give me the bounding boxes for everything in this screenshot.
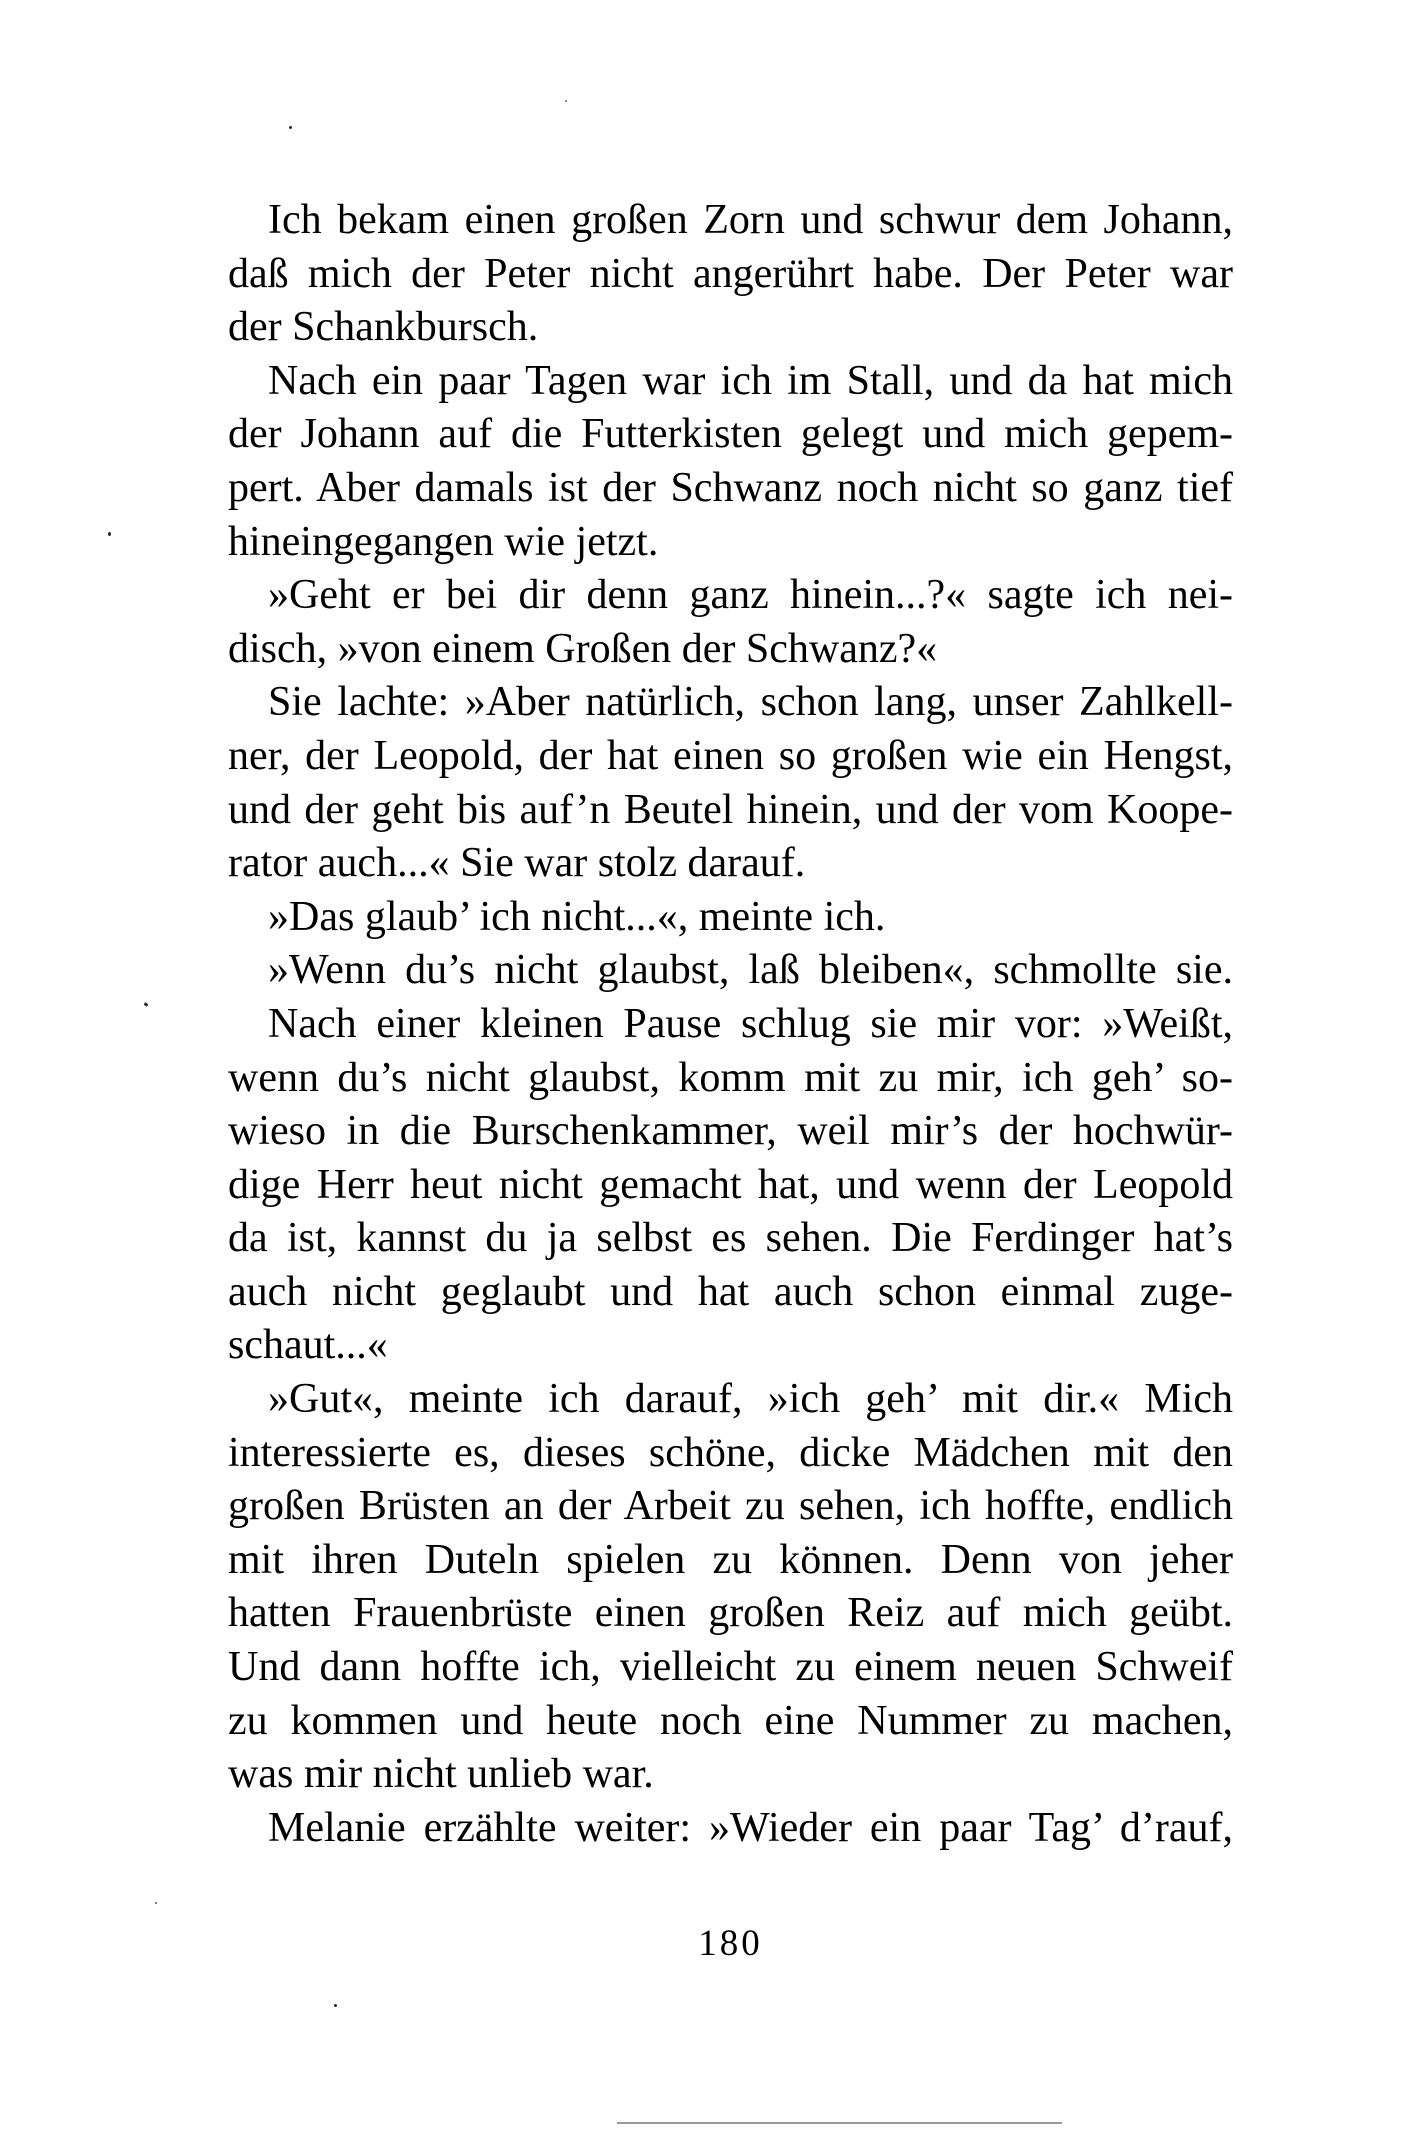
text-line: »Gut«, meinte ich darauf, »ich geh’ mit dir.« Mich xyxy=(268,1376,1233,1423)
text-line: Nach einer kleinen Pause schlug sie mir vor: »Weißt, xyxy=(268,1000,1233,1047)
text-line: der Johann auf die Futterkisten gelegt und mich gepem- xyxy=(228,411,1233,458)
text-line: großen Brüsten an der Arbeit zu sehen, ich hoffte, endlich xyxy=(228,1483,1233,1530)
text-line: rator auch...« Sie war stolz darauf. xyxy=(228,840,806,887)
scan-speck xyxy=(155,1902,157,1904)
text-line: schaut...« xyxy=(228,1322,388,1369)
text-line: mit ihren Duteln spielen zu können. Denn von jeher xyxy=(228,1536,1233,1583)
text-line: und der geht bis auf’n Beutel hinein, und der vom Koope- xyxy=(228,786,1233,833)
text-line: hineingegangen wie jetzt. xyxy=(228,518,659,565)
page-number: 180 xyxy=(698,1923,763,1964)
text-line: »Wenn du’s nicht glaubst, laß bleiben«, schmollte sie. xyxy=(268,947,1233,994)
scan-speck xyxy=(144,1002,149,1007)
text-line: Nach ein paar Tagen war ich im Stall, und da hat mich xyxy=(268,357,1233,404)
text-block xyxy=(228,194,1233,1855)
text-line: wieso in die Burschenkammer, weil mir’s der hochwür- xyxy=(228,1108,1233,1155)
scan-edge-artifact xyxy=(617,2122,1062,2124)
text-line: »Geht er bei dir denn ganz hinein...?« sagte ich nei- xyxy=(268,572,1233,619)
scan-speck xyxy=(334,2004,337,2007)
scan-speck xyxy=(289,126,292,129)
text-line: »Das glaub’ ich nicht...«, meinte ich. xyxy=(268,893,886,940)
text-line: dige Herr heut nicht gemacht hat, und wenn der Leopold xyxy=(228,1161,1233,1208)
text-line: ner, der Leopold, der hat einen so großen wie ein Hengst, xyxy=(228,732,1233,779)
text-line: Melanie erzählte weiter: »Wieder ein paar Tag’ d’rauf, xyxy=(268,1804,1233,1851)
text-line: daß mich der Peter nicht angerührt habe. Der Peter war xyxy=(228,250,1233,297)
text-line: Ich bekam einen großen Zorn und schwur dem Johann, xyxy=(268,197,1233,243)
text-line: Sie lachte: »Aber natürlich, schon lang, unser Zahlkell- xyxy=(268,679,1233,726)
scan-speck xyxy=(565,100,567,102)
text-line: interessierte es, dieses schöne, dicke Mädchen mit den xyxy=(228,1429,1233,1476)
text-line: pert. Aber damals ist der Schwanz noch nicht so ganz tief xyxy=(228,464,1233,511)
text-line: wenn du’s nicht glaubst, komm mit zu mir, ich geh’ so- xyxy=(228,1054,1233,1101)
text-line: zu kommen und heute noch eine Nummer zu machen, xyxy=(228,1697,1233,1744)
text-line: auch nicht geglaubt und hat auch schon einmal zuge- xyxy=(228,1268,1233,1315)
text-line: da ist, kannst du ja selbst es sehen. Die Ferdinger hat’s xyxy=(228,1215,1233,1262)
text-line: Und dann hoffte ich, vielleicht zu einem neuen Schweif xyxy=(228,1644,1233,1691)
text-line: was mir nicht unlieb war. xyxy=(228,1751,654,1798)
text-line: der Schankbursch. xyxy=(228,304,539,351)
text-line: disch, »von einem Großen der Schwanz?« xyxy=(228,625,938,672)
text-line: hatten Frauenbrüste einen großen Reiz auf mich geübt. xyxy=(228,1590,1233,1637)
scan-speck xyxy=(108,532,111,536)
